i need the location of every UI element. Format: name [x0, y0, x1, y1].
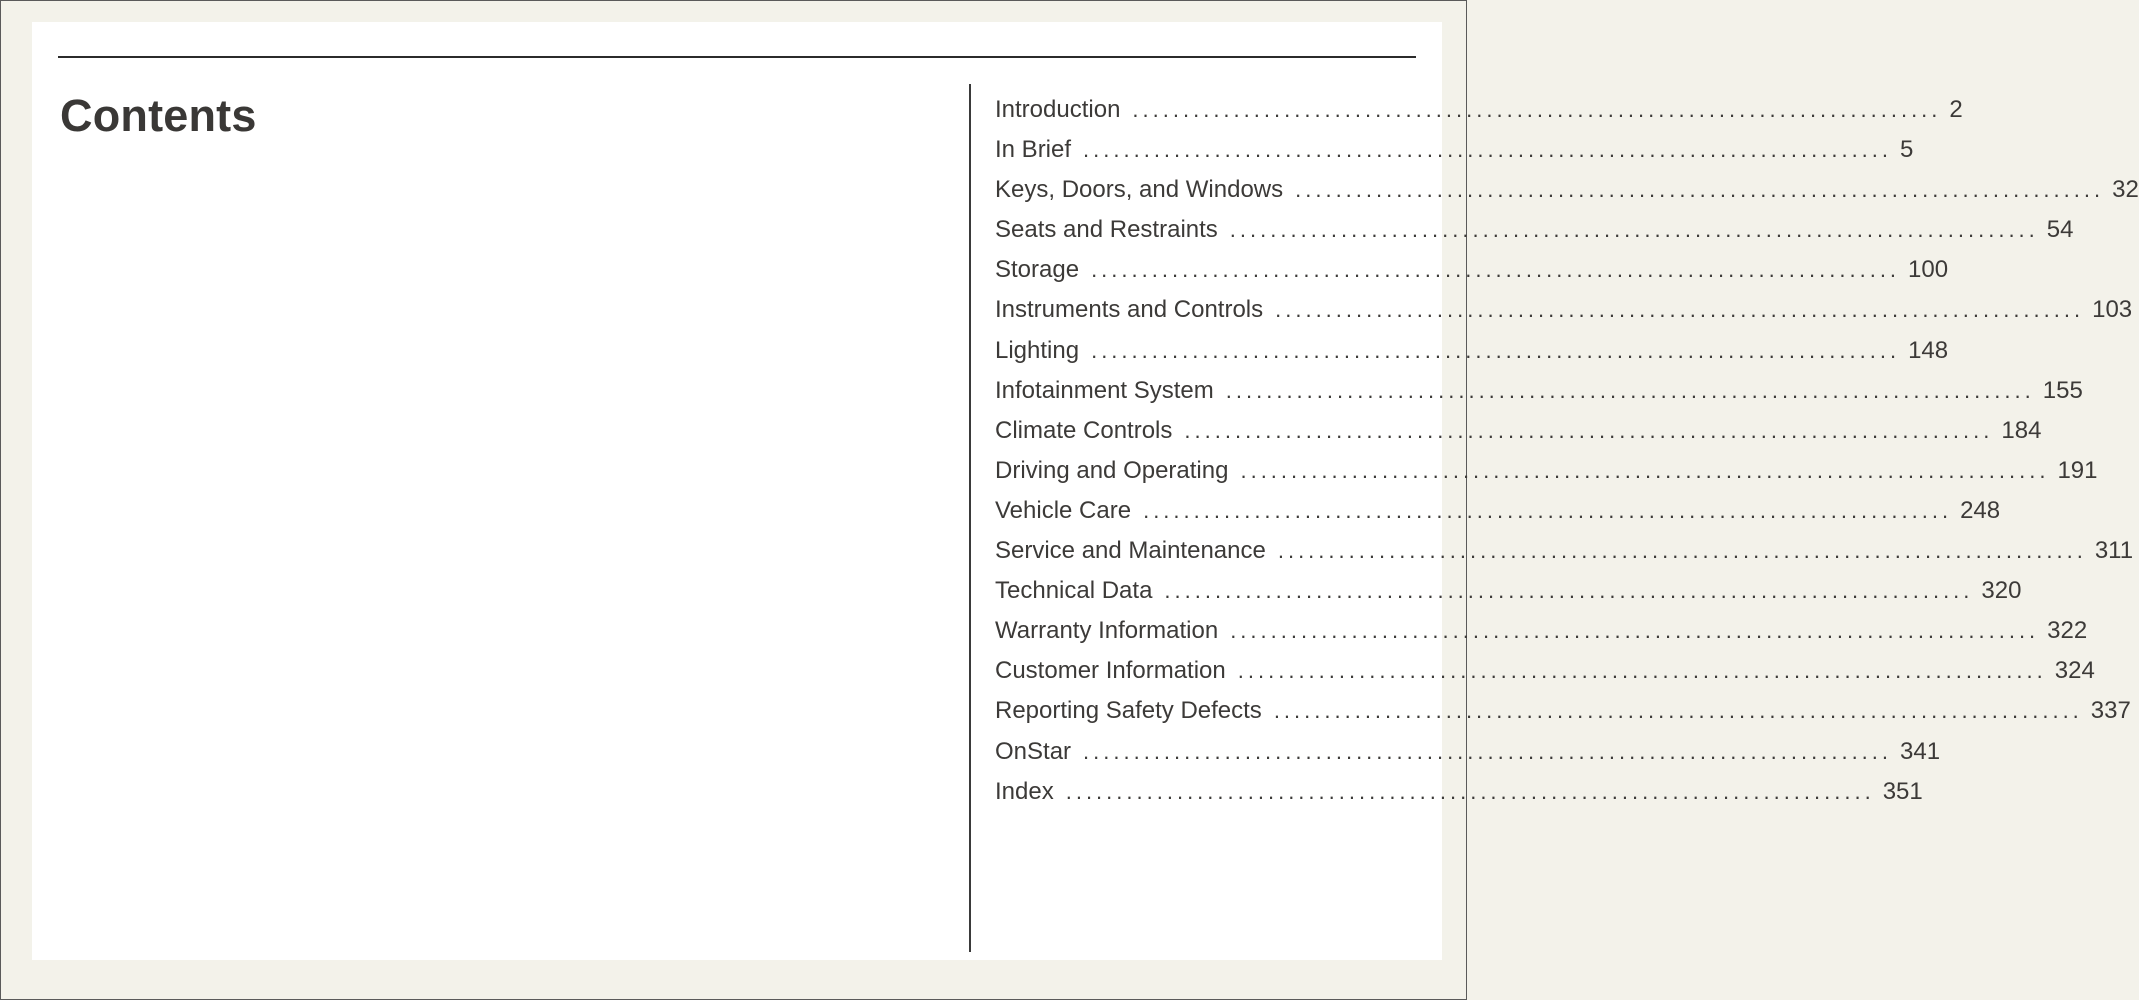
toc-entry-label: Infotainment System: [995, 376, 1214, 404]
toc-entry-page-number: 341: [1900, 737, 1941, 765]
toc-entry-label: Technical Data: [995, 577, 1153, 605]
toc-dot-leader: ................................................................................: [1295, 177, 2105, 203]
toc-entry[interactable]: [995, 290, 2133, 330]
toc-dot-leader: ................................................................................: [1277, 538, 2087, 564]
toc-entry-label: Instruments and Controls: [995, 296, 1264, 324]
toc-entry-label: Service and Maintenance: [995, 537, 1266, 565]
toc-entry[interactable]: [995, 250, 1949, 290]
toc-dot-leader: ................................................................................: [1230, 618, 2040, 644]
toc-dot-leader: ................................................................................: [1083, 137, 1893, 163]
toc-entry-label: Introduction: [995, 96, 1121, 123]
toc-entry-label: Seats and Restraints: [995, 216, 1218, 244]
page-title: Contents: [60, 90, 257, 141]
toc-dot-leader: ................................................................................: [1229, 217, 2039, 243]
toc-dot-leader: ................................................................................: [1240, 457, 2050, 483]
toc-entry-page-number: 184: [2001, 416, 2042, 444]
toc-entry-label: Keys, Doors, and Windows: [995, 176, 1284, 204]
toc-entry[interactable]: [995, 491, 2001, 531]
header-rule: [58, 56, 1416, 58]
toc-entry-label: Index: [995, 777, 1054, 805]
toc-entry[interactable]: [995, 772, 1923, 812]
column-divider: [969, 84, 971, 952]
toc-entry-label: Vehicle Care: [995, 496, 1132, 524]
toc-entry-label: Customer Information: [995, 657, 1226, 685]
toc-dot-leader: ................................................................................: [1091, 337, 1901, 363]
toc-entry[interactable]: [995, 371, 2083, 411]
toc-entry-page-number: 324: [2054, 657, 2095, 685]
toc-entry-label: Driving and Operating: [995, 456, 1229, 484]
toc-dot-leader: ................................................................................: [1164, 578, 1974, 604]
toc-entry[interactable]: [995, 732, 1941, 772]
toc-entry[interactable]: [995, 170, 2139, 210]
toc-entry[interactable]: [995, 571, 2022, 611]
toc-entry-label: Climate Controls: [995, 416, 1173, 444]
toc-entry-label: Lighting: [995, 336, 1080, 364]
toc-entry-page-number: 100: [1908, 256, 1949, 284]
toc-entry-label: Reporting Safety Defects: [995, 697, 1262, 725]
toc-entry-page-number: 351: [1882, 777, 1923, 805]
toc-entry-page-number: 337: [2090, 697, 2131, 725]
toc-entry-page-number: 5: [1900, 136, 1914, 164]
toc-entry-page-number: 103: [2092, 296, 2133, 324]
toc-entry-page-number: 32: [2112, 176, 2139, 204]
table-of-contents: [995, 90, 2139, 812]
toc-dot-leader: ................................................................................: [1143, 497, 1953, 523]
toc-entry-label: Storage: [995, 256, 1080, 284]
toc-entry-page-number: 191: [2057, 456, 2098, 484]
toc-dot-leader: ................................................................................: [1275, 297, 2085, 323]
toc-entry-label: Warranty Information: [995, 617, 1219, 645]
toc-dot-leader: ................................................................................: [1065, 778, 1875, 804]
toc-dot-leader: ................................................................................: [1083, 738, 1893, 764]
toc-entry[interactable]: [995, 651, 2095, 691]
toc-entry-page-number: 155: [2042, 376, 2083, 404]
toc-entry-page-number: 311: [2094, 537, 2134, 565]
toc-entry[interactable]: [995, 691, 2131, 731]
toc-entry-page-number: 320: [1981, 577, 2022, 605]
toc-entry-page-number: 54: [2046, 216, 2074, 244]
toc-entry-page-number: 148: [1908, 336, 1949, 364]
toc-entry[interactable]: [995, 531, 2134, 571]
toc-entry[interactable]: [995, 130, 1914, 170]
toc-entry-label: OnStar: [995, 737, 1072, 765]
toc-dot-leader: ................................................................................: [1273, 698, 2083, 724]
toc-dot-leader: ................................................................................: [1132, 97, 1942, 122]
toc-entry-page-number: 2: [1949, 96, 1963, 123]
toc-entry[interactable]: [995, 210, 2074, 250]
toc-dot-leader: ................................................................................: [1184, 417, 1994, 443]
toc-entry-page-number: 322: [2047, 617, 2088, 645]
toc-entry[interactable]: [995, 611, 2088, 651]
toc-dot-leader: ................................................................................: [1091, 257, 1901, 283]
toc-entry[interactable]: [995, 451, 2098, 491]
toc-entry-page-number: 248: [1960, 496, 2001, 524]
toc-dot-leader: ................................................................................: [1225, 377, 2035, 403]
toc-entry[interactable]: [995, 411, 2042, 451]
toc-entry[interactable]: [995, 331, 1949, 371]
toc-dot-leader: ................................................................................: [1237, 658, 2047, 684]
toc-entry-label: In Brief: [995, 136, 1072, 164]
toc-entry[interactable]: [995, 90, 1963, 130]
